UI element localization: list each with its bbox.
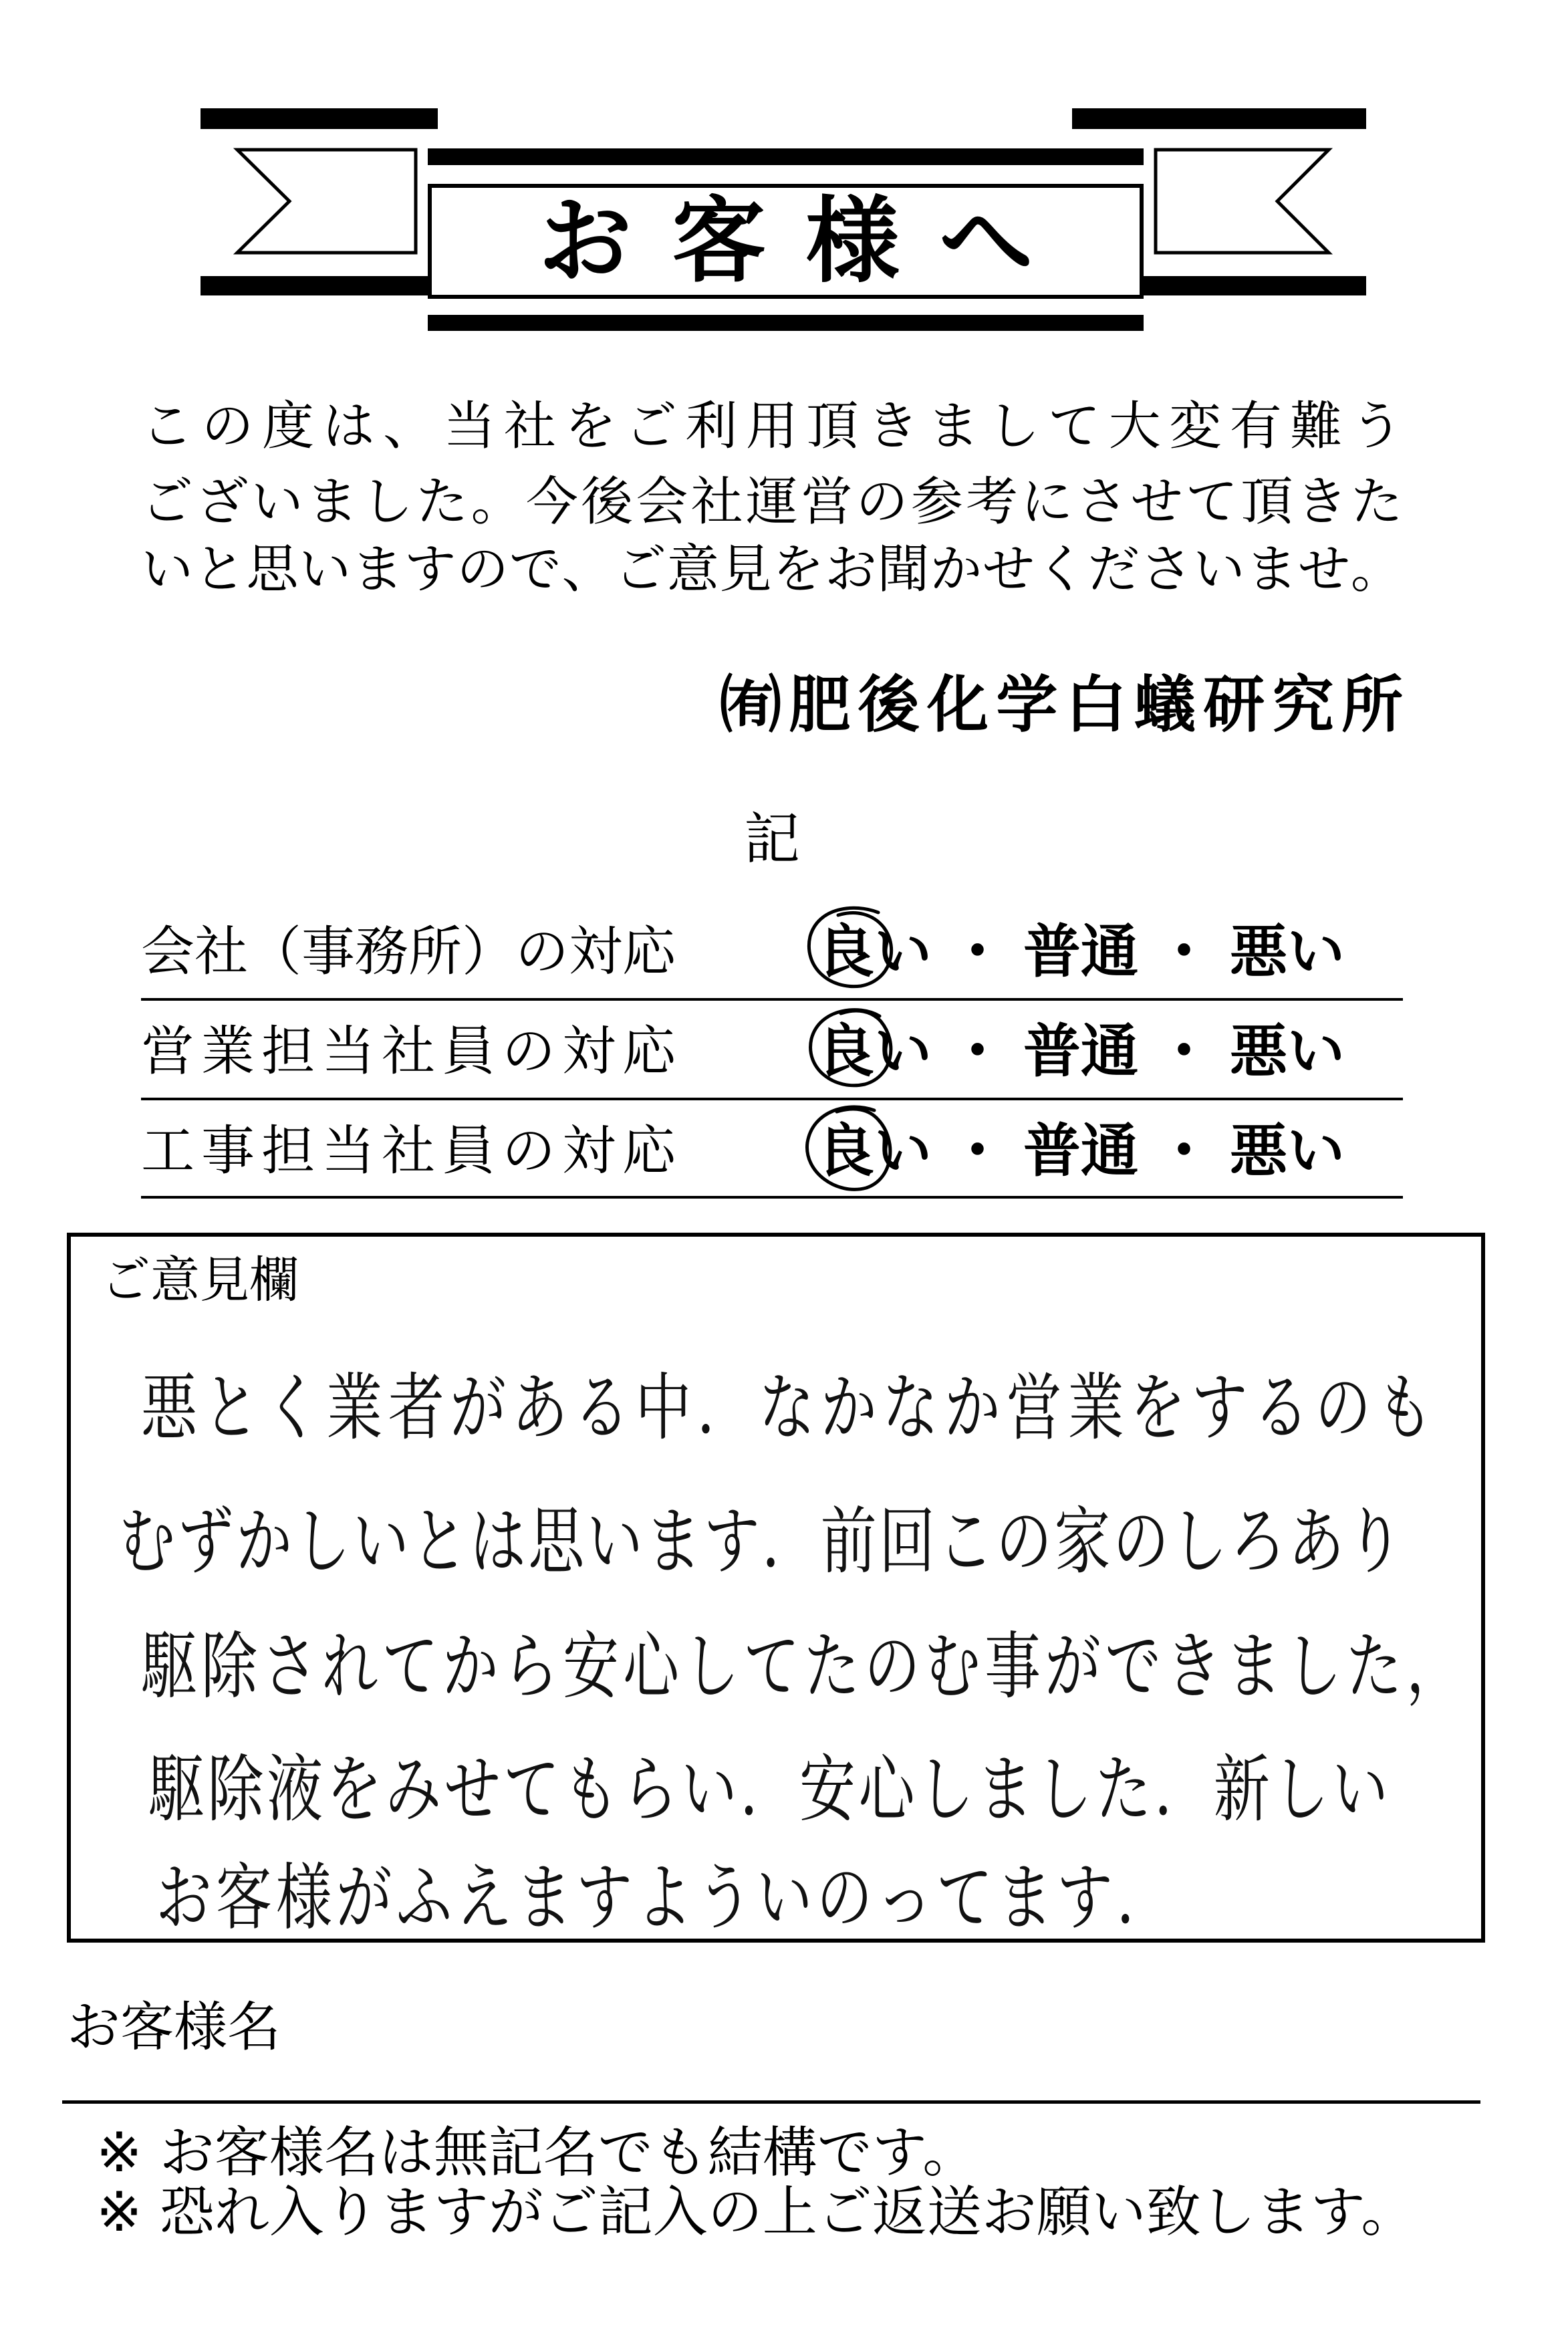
option-average: 普通	[1023, 1018, 1138, 1085]
glyph: て	[743, 1624, 800, 1709]
glyph: ま	[927, 396, 980, 457]
rating-row-rule	[141, 1098, 1403, 1100]
glyph: の	[1315, 1365, 1371, 1451]
note-anonymous-ok: ※ お客様名は無記名でも結構です。	[96, 2121, 978, 2185]
glyph: が	[336, 1855, 392, 1941]
glyph: し	[1036, 1747, 1093, 1832]
glyph: ．	[740, 1747, 797, 1832]
glyph: 聞	[877, 539, 930, 600]
option-bad: 悪い	[1230, 918, 1345, 985]
glyph: り	[1346, 1499, 1403, 1584]
glyph: 業	[1067, 1365, 1124, 1451]
glyph: 様	[275, 1855, 332, 1941]
glyph: 対	[562, 1120, 616, 1182]
glyph: い	[586, 1499, 643, 1584]
rating-row-construction-staff	[141, 1114, 1403, 1188]
glyph: な	[759, 1365, 815, 1451]
glyph: 所	[408, 920, 462, 983]
glyph: は	[322, 396, 375, 457]
glyph: 家	[1054, 1499, 1111, 1584]
handwritten-comment-line	[141, 1356, 1433, 1460]
glyph: 見	[719, 539, 772, 600]
glyph: と	[411, 1499, 468, 1584]
glyph: お	[156, 1855, 213, 1941]
glyph: た	[416, 472, 469, 532]
glyph: 客	[215, 1855, 272, 1941]
glyph: し	[1273, 1747, 1329, 1832]
glyph: だ	[1087, 539, 1140, 600]
glyph: た	[1350, 472, 1403, 532]
rating-options	[817, 915, 1345, 989]
glyph: 心	[858, 1747, 915, 1832]
glyph: し	[1171, 1499, 1228, 1584]
glyph: む	[119, 1499, 176, 1584]
rating-label	[141, 1015, 676, 1088]
glyph: 応	[622, 1020, 676, 1082]
glyph: ．	[762, 1499, 819, 1584]
glyph: の	[456, 539, 509, 600]
glyph: 化	[926, 669, 989, 741]
option-separator: ・	[1155, 1118, 1213, 1185]
glyph: ご	[141, 472, 194, 532]
glyph: の	[1112, 1499, 1169, 1584]
glyph: 蟻	[1134, 669, 1196, 741]
option-average: 普通	[1023, 1118, 1138, 1185]
glyph: て	[503, 1747, 560, 1832]
glyph: え	[456, 1855, 513, 1941]
glyph: あ	[511, 1365, 568, 1451]
glyph: 頂	[806, 396, 859, 457]
ribbon-bar-bottom-left	[201, 276, 430, 295]
glyph: む	[924, 1624, 981, 1709]
glyph: い	[299, 539, 352, 600]
glyph: 安	[562, 1624, 619, 1709]
glyph: ま	[976, 1747, 1033, 1832]
glyph: 、	[382, 396, 435, 457]
ribbon-bar-top-right	[1072, 108, 1366, 129]
glyph: 難	[1290, 396, 1343, 457]
glyph: 員	[442, 1120, 495, 1182]
glyph: き	[1295, 472, 1348, 532]
glyph: す	[404, 539, 456, 600]
glyph: 会	[141, 920, 194, 983]
handwritten-selection-circle	[799, 1101, 900, 1201]
note-return-request: ※ 恐れ入りますがご記入の上ご返送お願い致します。	[96, 2181, 1416, 2244]
glyph: で	[509, 539, 561, 600]
glyph: の	[816, 1855, 873, 1941]
glyph: せ	[444, 1747, 501, 1832]
glyph: さ	[1140, 539, 1193, 600]
glyph: 営	[141, 1020, 194, 1082]
glyph: す	[576, 1855, 633, 1941]
handwritten-selection-circle	[799, 1001, 900, 1102]
glyph: ま	[645, 1499, 702, 1584]
glyph: き	[1165, 1624, 1222, 1709]
glyph: れ	[321, 1624, 378, 1709]
glyph: こ	[937, 1499, 994, 1584]
glyph: 社	[382, 1120, 435, 1182]
glyph: 事	[984, 1624, 1041, 1709]
option-bad: 悪い	[1230, 1118, 1345, 1185]
glyph: か	[930, 539, 983, 600]
glyph: う	[696, 1855, 753, 1941]
glyph: せ	[1298, 539, 1351, 600]
intro-line-1	[141, 393, 1403, 460]
handwritten-selection-circle	[799, 902, 900, 1002]
glyph: し	[987, 396, 1040, 457]
glyph: ．	[1154, 1747, 1211, 1832]
rating-row-company	[141, 915, 1403, 989]
glyph: 大	[1108, 396, 1161, 457]
glyph: く	[1035, 539, 1087, 600]
glyph: 事	[301, 920, 355, 983]
glyph: こ	[141, 396, 194, 457]
glyph: ま	[305, 472, 358, 532]
glyph: と	[193, 539, 246, 600]
glyph: 心	[623, 1624, 680, 1709]
handwritten-comment-line	[119, 1489, 1403, 1594]
glyph: る	[573, 1365, 630, 1451]
glyph: 担	[261, 1020, 315, 1082]
glyph: ，	[1406, 1624, 1462, 1709]
glyph: 今	[525, 472, 578, 532]
glyph: が	[450, 1365, 507, 1451]
rating-row-rule	[141, 1196, 1403, 1199]
glyph: 駆	[141, 1624, 198, 1709]
glyph: さ	[261, 1624, 318, 1709]
glyph: 思	[528, 1499, 585, 1584]
option-separator: ・	[948, 1018, 1007, 1085]
glyph: 者	[388, 1365, 444, 1451]
glyph: 、	[561, 539, 614, 600]
option-good: 良い	[817, 1015, 932, 1088]
glyph: 事	[201, 1120, 255, 1182]
glyph: の	[856, 472, 908, 532]
glyph: 究	[1272, 669, 1334, 741]
glyph: 当	[443, 396, 496, 457]
glyph: て	[382, 1624, 438, 1709]
glyph: ．	[696, 1365, 753, 1451]
glyph: て	[1048, 396, 1101, 457]
ribbon-tail-left	[237, 150, 416, 253]
glyph: か	[944, 1365, 1001, 1451]
rating-label	[141, 1114, 676, 1188]
rating-options	[817, 1015, 1345, 1088]
page-title: お客様へ	[538, 187, 1073, 296]
customer-name-label: お客様名	[67, 1996, 281, 2058]
glyph: っ	[876, 1855, 933, 1941]
glyph: う	[1350, 396, 1403, 457]
glyph: し	[361, 472, 414, 532]
glyph: ま	[1245, 539, 1298, 600]
glyph: （	[248, 920, 301, 983]
glyph: 務	[355, 920, 408, 983]
glyph: 学	[996, 669, 1058, 741]
glyph: 。	[471, 472, 523, 532]
glyph: し	[294, 1499, 351, 1584]
glyph: た	[1095, 1747, 1152, 1832]
glyph: 後	[581, 472, 634, 532]
glyph: ま	[997, 1855, 1053, 1941]
glyph: す	[1056, 1855, 1113, 1941]
glyph: す	[703, 1499, 760, 1584]
glyph: て	[936, 1855, 993, 1941]
glyph: 除	[207, 1747, 264, 1832]
glyph: の	[996, 1499, 1053, 1584]
selection-circle-stroke	[809, 908, 891, 986]
intro-line-3	[141, 536, 1403, 603]
rating-row-rule	[141, 998, 1403, 1001]
option-separator: ・	[1155, 1018, 1213, 1085]
glyph: い	[680, 1747, 737, 1832]
glyph: 白	[1065, 669, 1127, 741]
handwritten-comment-line	[156, 1846, 1173, 1950]
glyph: の	[515, 920, 569, 983]
glyph: た	[803, 1624, 860, 1709]
glyph: ま	[516, 1855, 573, 1941]
glyph: ふ	[396, 1855, 452, 1941]
glyph: 頂	[1240, 472, 1293, 532]
glyph: る	[1253, 1365, 1309, 1451]
glyph: か	[820, 1365, 877, 1451]
ribbon-bar-bottom-center	[428, 315, 1144, 331]
glyph: を	[772, 539, 825, 600]
option-separator: ・	[1155, 918, 1213, 985]
glyph: み	[385, 1747, 442, 1832]
glyph: て	[1186, 472, 1238, 532]
glyph: 社	[382, 1020, 435, 1082]
glyph: 肥	[789, 669, 851, 741]
glyph: 悪	[141, 1365, 198, 1451]
glyph: ）	[462, 920, 515, 983]
glyph: が	[1045, 1624, 1101, 1709]
glyph: を	[564, 396, 617, 457]
glyph: 対	[569, 920, 622, 983]
option-average: 普通	[1023, 918, 1138, 985]
comment-label: ご意見欄	[101, 1251, 299, 1309]
ribbon-tail-right	[1156, 150, 1329, 253]
glyph: い	[1331, 1747, 1388, 1832]
glyph: ．	[1116, 1855, 1173, 1941]
glyph: 会	[636, 472, 688, 532]
glyph: し	[683, 1624, 740, 1709]
glyph: 研	[1203, 669, 1265, 741]
glyph: を	[1130, 1365, 1186, 1451]
glyph: 新	[1213, 1747, 1270, 1832]
rating-label	[141, 915, 676, 989]
glyph: ず	[177, 1499, 234, 1584]
handwritten-comment-line	[141, 1614, 1462, 1719]
glyph: 当	[321, 1020, 375, 1082]
glyph: た	[1345, 1624, 1402, 1709]
glyph: 利	[685, 396, 738, 457]
glyph: く	[264, 1365, 321, 1451]
option-separator: ・	[948, 1118, 1007, 1185]
glyph: 業	[326, 1365, 383, 1451]
option-bad: 悪い	[1230, 1018, 1345, 1085]
glyph: き	[866, 396, 919, 457]
handwritten-comment-line	[148, 1737, 1388, 1842]
glyph: 応	[622, 1120, 676, 1182]
glyph: か	[235, 1499, 292, 1584]
glyph: ざ	[196, 472, 249, 532]
glyph: ろ	[1229, 1499, 1286, 1584]
title-box	[428, 184, 1144, 299]
glyph: 応	[622, 920, 676, 983]
glyph: で	[1105, 1624, 1162, 1709]
glyph: ご	[614, 539, 667, 600]
glyph: と	[203, 1365, 259, 1451]
glyph: 運	[745, 472, 798, 532]
glyph: 参	[910, 472, 963, 532]
glyph: 用	[745, 396, 798, 457]
glyph: ら	[502, 1624, 559, 1709]
selection-circle-stroke	[811, 1010, 891, 1086]
glyph: 後	[858, 669, 920, 741]
glyph: の	[502, 1020, 555, 1082]
glyph: 社	[194, 920, 248, 983]
glyph: ま	[351, 539, 404, 600]
selection-circle-stroke	[807, 1107, 890, 1189]
glyph: に	[1021, 472, 1073, 532]
glyph: 回	[879, 1499, 936, 1584]
glyph: ら	[622, 1747, 678, 1832]
glyph: か	[442, 1624, 499, 1709]
glyph: し	[918, 1747, 974, 1832]
glyph: い	[141, 539, 194, 600]
glyph: も	[1376, 1365, 1433, 1451]
glyph: の	[201, 396, 254, 457]
ribbon-bar-top-left	[201, 108, 438, 129]
glyph: 工	[141, 1120, 194, 1182]
glyph: あ	[1288, 1499, 1345, 1584]
glyph: い	[352, 1499, 409, 1584]
glyph: 度	[261, 396, 314, 457]
glyph: 営	[1006, 1365, 1063, 1451]
option-good: 良い	[817, 1114, 932, 1188]
intro-line-2	[141, 469, 1403, 535]
glyph: せ	[983, 539, 1035, 600]
glyph: 除	[201, 1624, 258, 1709]
glyph: し	[1285, 1624, 1342, 1709]
rating-row-sales-staff	[141, 1015, 1403, 1088]
glyph: 所	[1341, 669, 1403, 741]
glyph: の	[864, 1624, 920, 1709]
glyph: す	[1191, 1365, 1248, 1451]
glyph: 業	[201, 1020, 255, 1082]
glyph: を	[325, 1747, 382, 1832]
glyph: 員	[442, 1020, 495, 1082]
glyph: 有	[1229, 396, 1282, 457]
glyph: い	[756, 1855, 813, 1941]
glyph: い	[1192, 539, 1245, 600]
glyph: 意	[666, 539, 719, 600]
glyph: 対	[562, 1020, 616, 1082]
glyph: 駆	[148, 1747, 205, 1832]
glyph: 担	[261, 1120, 315, 1182]
glyph: 中	[635, 1365, 692, 1451]
glyph: 社	[690, 472, 743, 532]
glyph: さ	[1075, 472, 1128, 532]
glyph: の	[502, 1120, 555, 1182]
glyph: も	[562, 1747, 619, 1832]
glyph: い	[251, 472, 303, 532]
glyph: ㈲	[720, 669, 782, 741]
company-name	[720, 669, 1403, 741]
option-separator: ・	[948, 918, 1007, 985]
glyph: な	[882, 1365, 939, 1451]
glyph: 思	[246, 539, 299, 600]
glyph: せ	[1130, 472, 1183, 532]
record-heading: 記	[743, 806, 800, 872]
glyph: 社	[503, 396, 556, 457]
glyph: 安	[799, 1747, 856, 1832]
glyph: 液	[267, 1747, 323, 1832]
glyph: 前	[820, 1499, 877, 1584]
glyph: お	[824, 539, 877, 600]
rating-options	[817, 1114, 1345, 1188]
customer-name-line	[62, 2100, 1480, 2104]
glyph: よ	[636, 1855, 692, 1941]
glyph: は	[469, 1499, 526, 1584]
glyph: 変	[1169, 396, 1222, 457]
glyph: 考	[965, 472, 1018, 532]
glyph: 。	[1350, 539, 1403, 600]
glyph: ま	[1225, 1624, 1282, 1709]
glyph: 当	[321, 1120, 375, 1182]
glyph: 営	[801, 472, 854, 532]
glyph: ご	[624, 396, 677, 457]
option-good: 良い	[817, 915, 932, 989]
ribbon-bar-top-center	[428, 148, 1144, 165]
